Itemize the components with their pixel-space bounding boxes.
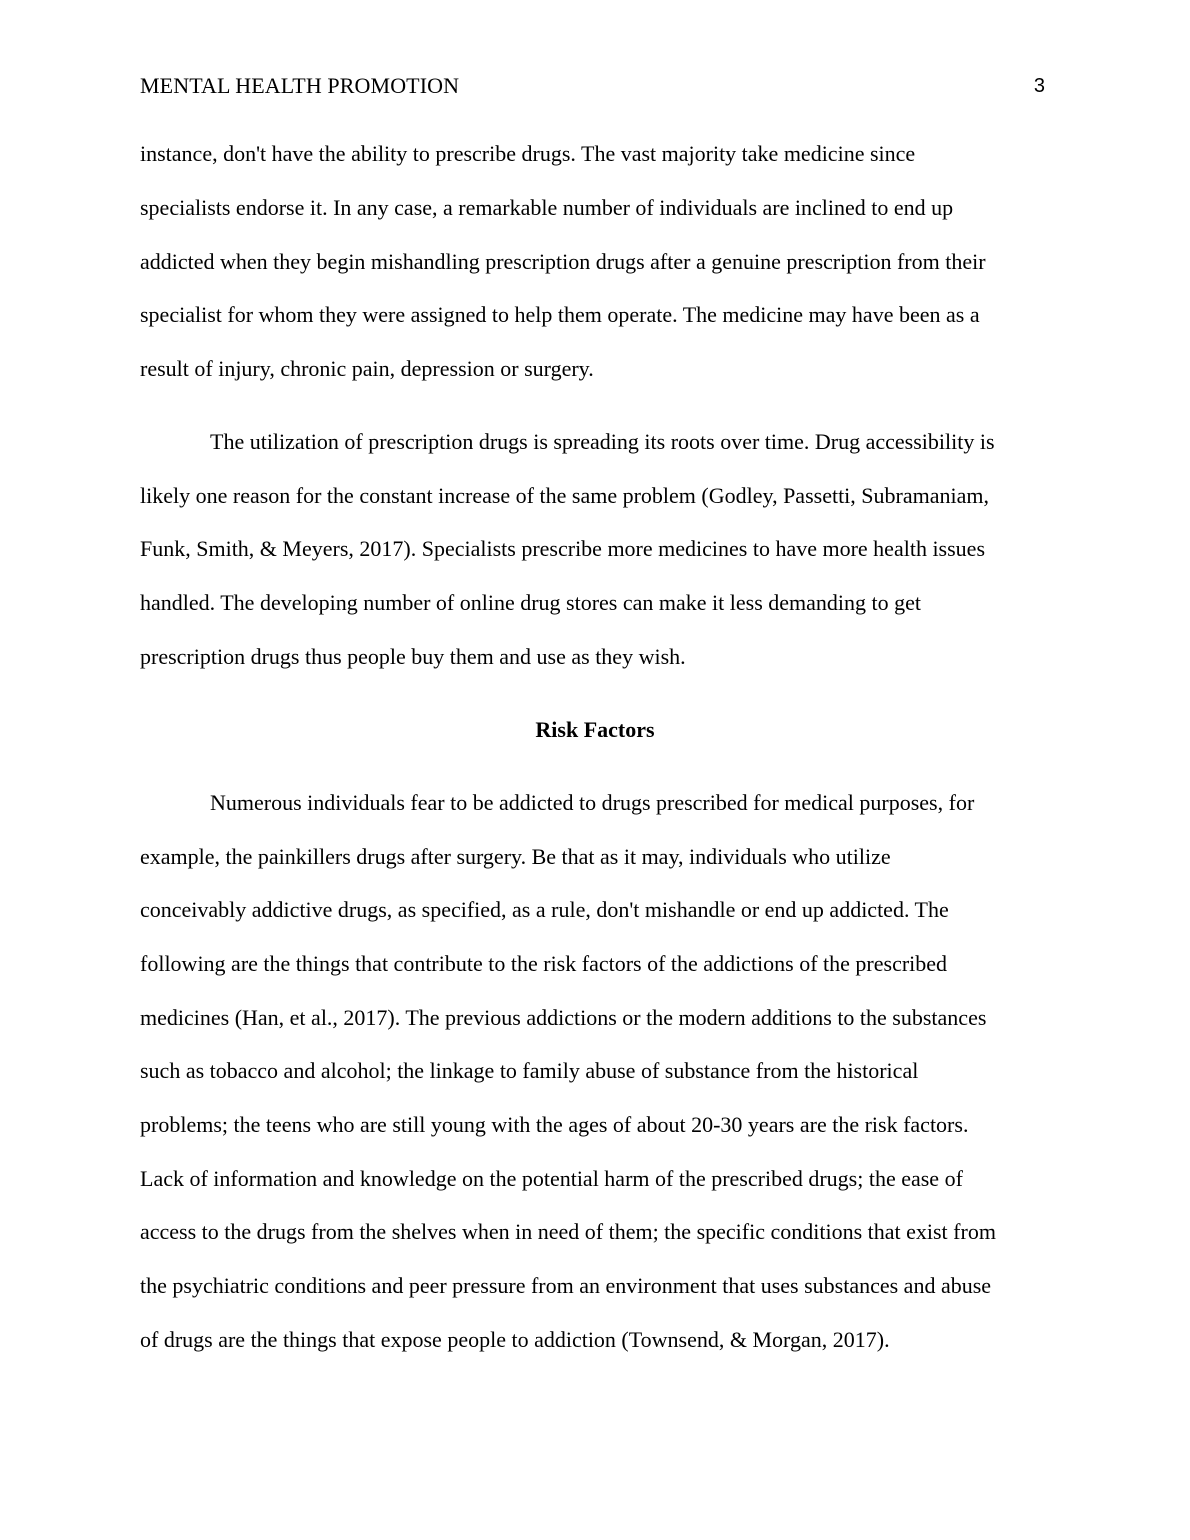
text-line: such as tobacco and alcohol; the linkage to family abuse of substance from the historical [140, 1058, 919, 1083]
text-line: result of injury, chronic pain, depression or surgery. [140, 356, 594, 381]
text-line: conceivably addictive drugs, as specified, as a rule, don't mishandle or end up addicted. The [140, 897, 949, 922]
text-line: following are the things that contribute to the risk factors of the addictions of the prescribed [140, 951, 948, 976]
running-head: MENTAL HEALTH PROMOTION [140, 73, 460, 98]
text-line: of drugs are the things that expose people to addiction (Townsend, & Morgan, 2017). [140, 1327, 890, 1352]
text-line: handled. The developing number of online drug stores can make it less demanding to get [140, 590, 922, 615]
text-line: example, the painkillers drugs after surgery. Be that as it may, individuals who utilize [140, 844, 891, 869]
text-line: specialists endorse it. In any case, a remarkable number of individuals are inclined to end up [140, 195, 954, 220]
text-line: The utilization of prescription drugs is spreading its roots over time. Drug accessibility is [210, 429, 995, 454]
page-header [140, 72, 1045, 100]
text-line: likely one reason for the constant increase of the same problem (Godley, Passetti, Subramaniam, [140, 483, 989, 508]
text-line: specialist for whom they were assigned to help them operate. The medicine may have been as a [140, 302, 980, 327]
section-heading: Risk Factors [535, 717, 655, 742]
page-number: 3 [1033, 75, 1045, 97]
text-line: Numerous individuals fear to be addicted to drugs prescribed for medical purposes, for [210, 790, 975, 815]
text-line: Lack of information and knowledge on the potential harm of the prescribed drugs; the ease of [140, 1166, 963, 1191]
text-line: prescription drugs thus people buy them and use as they wish. [140, 644, 686, 669]
text-line: the psychiatric conditions and peer pressure from an environment that uses substances and abuse [140, 1273, 992, 1298]
text-line: medicines (Han, et al., 2017). The previous addictions or the modern additions to the substances [140, 1005, 987, 1030]
text-line: Funk, Smith, & Meyers, 2017). Specialists prescribe more medicines to have more health issues [140, 536, 986, 561]
text-line: addicted when they begin mishandling prescription drugs after a genuine prescription from their [140, 249, 986, 274]
text-line: access to the drugs from the shelves when in need of them; the specific conditions that exist from [140, 1219, 996, 1244]
text-line: instance, don't have the ability to prescribe drugs. The vast majority take medicine since [140, 141, 916, 166]
text-line: problems; the teens who are still young with the ages of about 20-30 years are the risk factors. [140, 1112, 969, 1137]
